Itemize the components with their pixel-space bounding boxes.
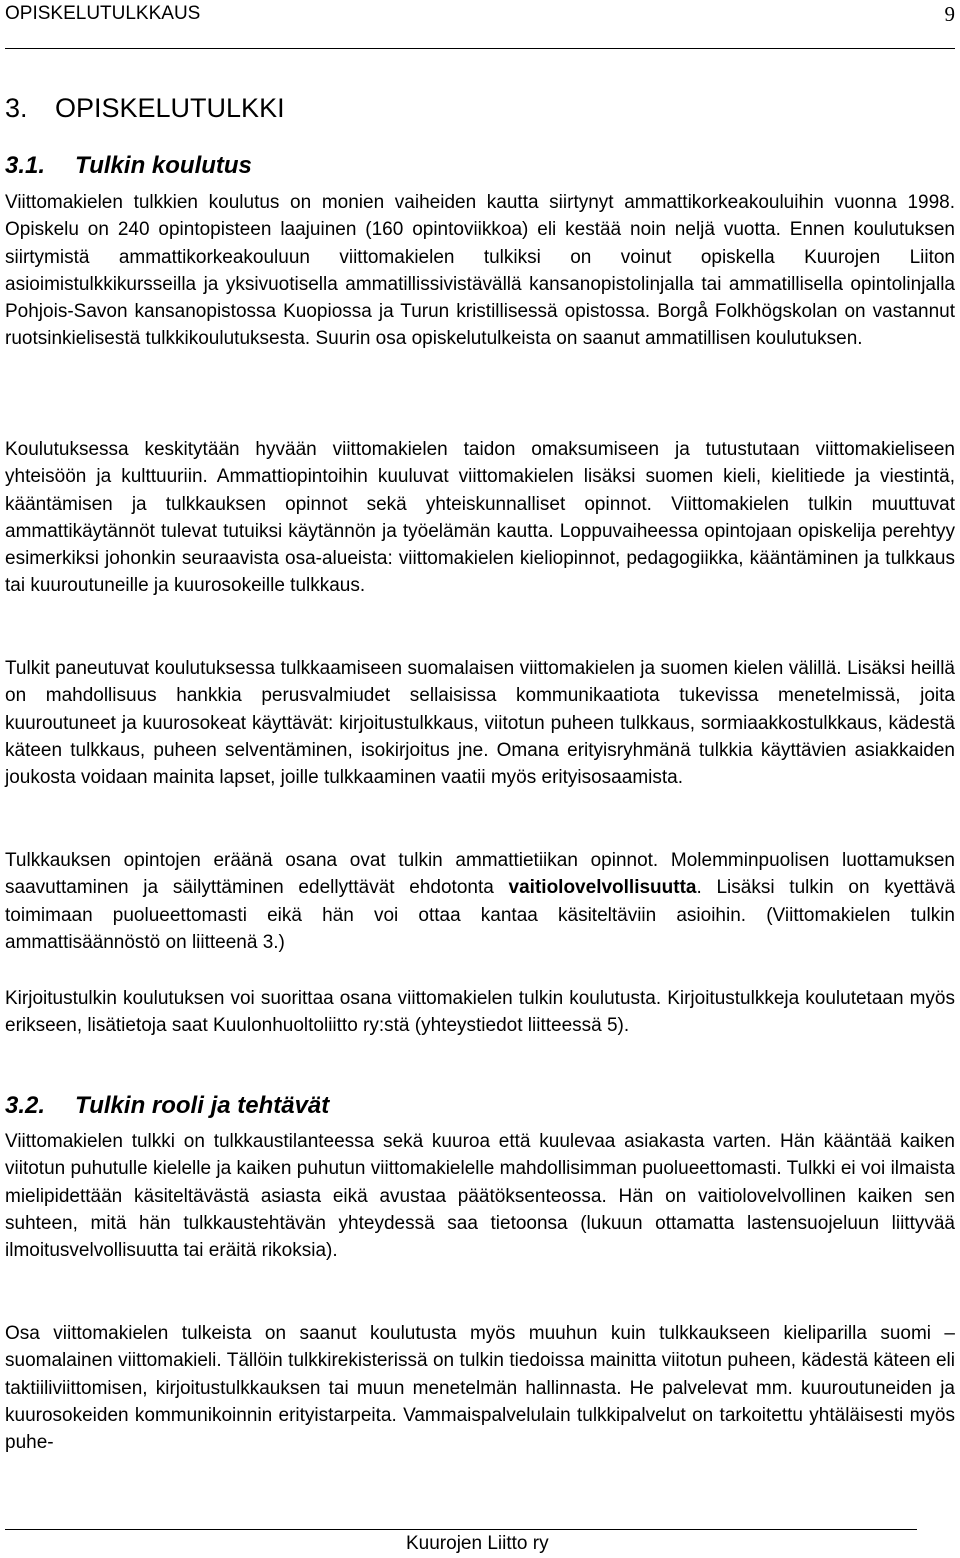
chapter-number: 3. <box>5 93 28 123</box>
paragraph-text: Viittomakielen tulkkien koulutus on monien vaiheiden kautta siirtynyt ammattikorkeakouluihin vuonna 1998. Opiskelu on 240 opintopisteen laajuinen (160 opintoviikkoa) eli kestää noin neljä vuotta. Ennen koulutuksen siirtymistä ammattikorkeakouluun viittomakielen tulkiksi on voinut opiskella Kuurojen Liiton asioimistulkkikursseilla ja yksivuotisella ammatillissivistävällä kansanopistolinjalla tai ammatillisella opintolinjalla Pohjois-Savon kansanopistossa Kuopiossa ja Turun kristillisessä opistossa. Borgå Folkhögskolan on vastannut ruotsinkielisestä tulkkikoulutuksesta. Suurin osa opiskelutulkeista on saanut ammatillisen koulutuksen. <box>5 192 955 350</box>
paragraph-text: Tulkkauksen opintojen eräänä osana ovat tulkin ammattietiikan opinnot. Molemminpuolisen luottamuksen saavuttaminen ja säilyttäminen edellyttävät ehdotonta <box>5 850 955 899</box>
footer-rule <box>5 1529 917 1530</box>
paragraph <box>5 985 955 1040</box>
section-title: Tulkin koulutus <box>75 152 252 179</box>
paragraph <box>5 1128 955 1264</box>
paragraph <box>5 655 955 791</box>
header-rule <box>5 48 955 49</box>
section-number: 3.2. <box>5 1092 46 1119</box>
paragraph-text: . Lisäksi tulkin on kyettävä toimimaan puolueettomasti eikä hän voi ottaa kantaa käsiteltäviin asioihin. (Viittomakielen tulkin ammattisäännöstö on liitteenä 3.) <box>5 877 956 953</box>
chapter-title: OPISKELUTULKKI <box>55 93 285 123</box>
section-heading-3-1 <box>5 151 252 181</box>
paragraph-text: Kirjoitustulkin koulutuksen voi suorittaa osana viittomakielen tulkin koulutusta. Kirjoitustulkkeja koulutetaan myös erikseen, lisätietoja saat Kuulonhuoltoliitto ry:stä (yhteystiedot liitteessä 5). <box>5 988 955 1037</box>
paragraph-text: Viittomakielen tulkki on tulkkaustilanteessa sekä kuuroa että kuulevaa asiakasta varten. Hän kääntää kaiken viitotun puhutulle kielelle ja kaiken puhutun viittomakielelle mahdollisimman puolueettomasti. Tulkki ei voi ilmaista mielipidettään käsiteltävästä asiasta eikä avustaa päätöksenteossa. Hän on vaitiolovelvollinen kaiken sen suhteen, mitä hän tulkkaustehtävän yhteydessä saa tietoonsa (lukuun ottamatta lastensuojeluun liittyvää ilmoitusvelvollisuutta tai eräitä rikoksia). <box>5 1131 955 1262</box>
section-title: Tulkin rooli ja tehtävät <box>75 1092 330 1119</box>
paragraph-text: Koulutuksessa keskitytään hyvään viittomakielen taidon omaksumiseen ja tutustutaan viittomakieliseen yhteisöön ja kulttuuriin. Ammattiopintoihin kuuluvat viittomakielen lisäksi suomen kieli, kielitiede ja viestintä, kääntämisen ja tulkkauksen opinnot sekä yhteiskunnalliset opinnot. Viittomakielen tulkin muuttuvat ammattikäytännöt tulevat tutuiksi käytännön ja työelämän kautta. Loppuvaiheessa opintojaan opiskelija perehtyy esimerkiksi johonkin seuraavista osa-alueista: viittomakielen kieliopinnot, pedagogiikka, kääntäminen ja tulkkaus tai kuuroutuneille ja kuurosokeille tulkkaus. <box>5 439 955 597</box>
paragraph <box>5 847 955 956</box>
chapter-heading <box>5 91 285 125</box>
section-number: 3.1. <box>5 152 46 179</box>
paragraph <box>5 1320 955 1456</box>
paragraph <box>5 189 955 353</box>
emphasis-text: vaitiolovelvollisuutta <box>508 877 697 899</box>
running-head-title: OPISKELUTULKKAUS <box>5 3 201 24</box>
section-heading-3-2 <box>5 1091 329 1121</box>
running-head <box>5 2 955 26</box>
paragraph-text: Osa viittomakielen tulkeista on saanut koulutusta myös muuhun kuin tulkkaukseen kieliparilla suomi – suomalainen viittomakieli. Tällöin tulkkirekisterissä on tulkin tiedoissa mainitta viitotun puheen, kädestä käteen eli taktiiliviittomisen, kirjoitustulkkauksen tai muun menetelmän hallinnasta. He palvelevat mm. kuuroutuneiden ja kuurosokeiden kommunikoinnin erityistarpeita. Vammaispalvelulain tulkkipalvelut on tarkoitettu yhtäläisesti myös puhe- <box>5 1323 955 1454</box>
paragraph-text: Tulkit paneutuvat koulutuksessa tulkkaamiseen suomalaisen viittomakielen ja suomen kielen välillä. Lisäksi heillä on mahdollisuus hankkia perusvalmiudet sellaisissa kommunikaatiota tukevissa menetelmissä, joita kuuroutuneet ja kuurosokeat käyttävät: kirjoitustulkkaus, viitotun puheen tulkkaus, sormiaakkostulkkaus, kädestä käteen tulkkaus, puheen selventäminen, isokirjoitus jne. Omana erityisryhmänä tulkkia käyttävien asiakkaiden joukosta voidaan mainita lapset, joille tulkkaaminen vaatii myös erityisosaamista. <box>5 658 955 789</box>
page-number: 9 <box>944 2 955 26</box>
paragraph <box>5 436 955 600</box>
footer-organization: Kuurojen Liitto ry <box>406 1533 549 1554</box>
